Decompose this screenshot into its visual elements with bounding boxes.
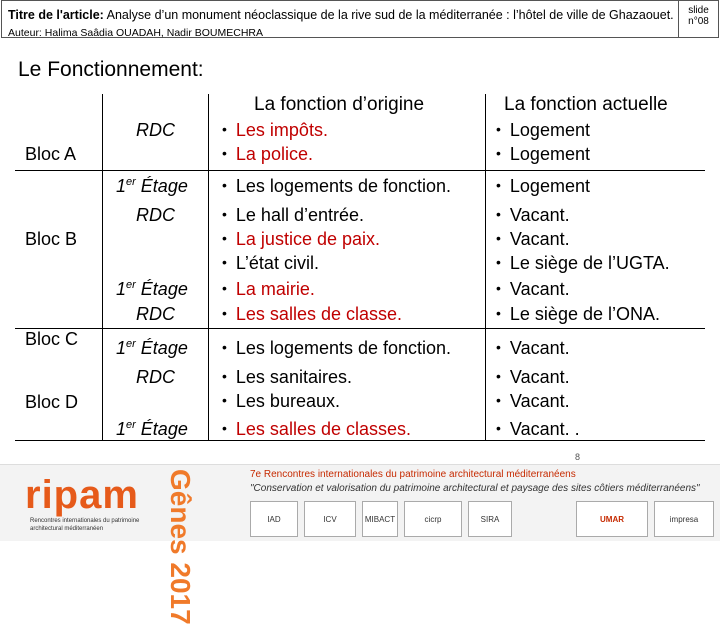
current-item: • Logement	[496, 120, 590, 140]
level-rdc: RDC	[136, 367, 175, 387]
slide-number: n°08	[688, 16, 709, 27]
sponsor-logo: MIBACT	[362, 501, 398, 537]
origin-item: • Les logements de fonction.	[222, 176, 452, 196]
level-rdc: RDC	[136, 205, 175, 225]
slide-number-box	[678, 1, 718, 37]
origin-item: • L’état civil.	[222, 253, 319, 273]
title-label: Titre de l'article:	[8, 8, 104, 22]
sponsor-logo: ICV	[304, 501, 356, 537]
current-item: • Vacant.	[496, 229, 570, 249]
slide-label: slide	[688, 5, 709, 16]
conference-title: 7e Rencontres internationales du patrimoine architectural méditerranéens	[250, 469, 576, 480]
bloc-label-c: Bloc C	[25, 329, 79, 349]
column-header-current: La fonction actuelle	[504, 94, 668, 115]
row-divider	[15, 440, 705, 441]
current-item: • Le siège de l’UGTA.	[496, 253, 670, 273]
origin-item: • La justice de paix.	[222, 229, 380, 249]
page-number: 8	[575, 452, 581, 462]
level-etage: 1er Étage	[116, 279, 188, 299]
origin-item: • Les salles de classe.	[222, 304, 402, 324]
row-divider	[15, 170, 705, 171]
conference-subtitle: "Conservation et valorisation du patrimoine architectural et paysage des sites côtiers méditerranéens"	[250, 483, 700, 494]
current-item: • Vacant.	[496, 367, 570, 387]
article-header	[1, 0, 719, 38]
current-item: • Vacant.	[496, 205, 570, 225]
title-text: Analyse d’un monument néoclassique de la rive sud de la méditerranée : l’hôtel de ville de Ghazaouet.	[106, 8, 674, 22]
level-etage: 1er Étage	[116, 338, 188, 358]
sponsor-logo: SIRA	[468, 501, 512, 537]
article-title-line	[8, 8, 674, 22]
genes-2017-logo: Gênes 2017	[165, 469, 196, 625]
level-rdc: RDC	[136, 120, 175, 140]
bloc-label-b: Bloc B	[25, 229, 78, 249]
current-item: • Vacant.	[496, 279, 570, 299]
column-divider	[102, 94, 103, 440]
row-divider	[15, 328, 705, 329]
current-item: • Le siège de l’ONA.	[496, 304, 660, 324]
sponsor-logo: impresa	[654, 501, 714, 537]
origin-item: • Les logements de fonction.	[222, 338, 452, 358]
column-divider	[208, 94, 209, 440]
origin-item: • Le hall d’entrée.	[222, 205, 364, 225]
current-item: • Logement	[496, 176, 590, 196]
level-etage: 1er Étage	[116, 176, 188, 196]
origin-item: • Les impôts.	[222, 120, 328, 140]
current-item: • Vacant.	[496, 338, 570, 358]
ripam-subtitle: Rencontres internationales du patrimoine architectural méditerranéen	[30, 518, 140, 532]
sponsor-logo: UMAR	[576, 501, 648, 537]
level-rdc: RDC	[136, 304, 175, 324]
level-etage: 1er Étage	[116, 419, 188, 439]
bloc-label-d: Bloc D	[25, 392, 79, 412]
section-title: Le Fonctionnement:	[18, 58, 204, 81]
current-item: • Vacant. .	[496, 419, 580, 439]
origin-item: • Les salles de classes.	[222, 419, 411, 439]
sponsor-logo: cicrp	[404, 501, 462, 537]
sponsor-logo: IAD	[250, 501, 298, 537]
ripam-logo: ripam	[25, 473, 139, 517]
origin-item: • La mairie.	[222, 279, 315, 299]
current-item: • Vacant.	[496, 391, 570, 411]
bloc-label-a: Bloc A	[25, 144, 77, 164]
current-item: • Logement	[496, 144, 590, 164]
origin-item: • Les bureaux.	[222, 391, 340, 411]
column-header-origin: La fonction d’origine	[254, 94, 425, 115]
origin-item: • La police.	[222, 144, 313, 164]
footer-banner	[0, 464, 720, 625]
author-line: Auteur: Halima Saâdia OUADAH, Nadir BOUMECHRA	[8, 27, 263, 39]
column-divider	[485, 94, 486, 440]
origin-item: • Les sanitaires.	[222, 367, 352, 387]
